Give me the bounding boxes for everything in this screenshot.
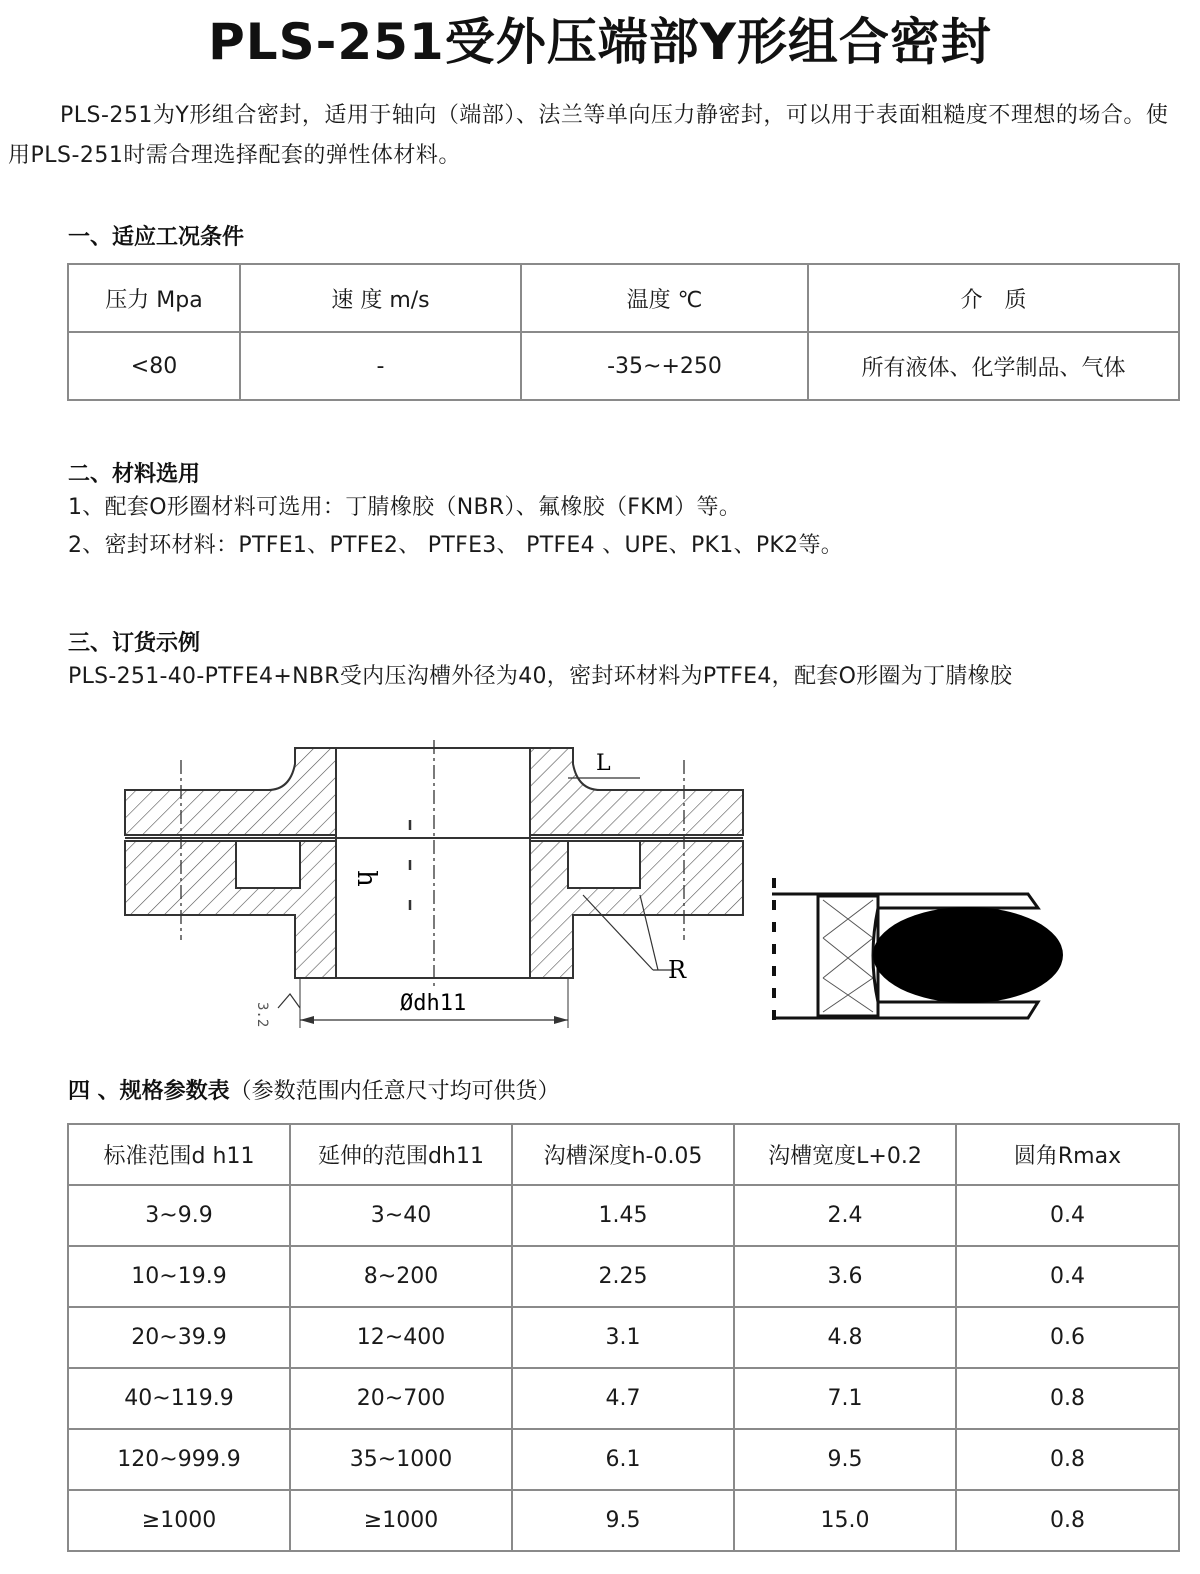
table-cell: <80	[68, 332, 240, 400]
table-cell: 0.8	[956, 1368, 1179, 1429]
table-cell: 9.5	[512, 1490, 734, 1551]
table-cell: -35~+250	[521, 332, 808, 400]
seal-groove	[236, 841, 300, 888]
table-cell: -	[240, 332, 521, 400]
table-cell: 7.1	[734, 1368, 956, 1429]
section-heading-specifications	[68, 1074, 560, 1105]
table-cell: 20~700	[290, 1368, 512, 1429]
bore	[336, 748, 530, 978]
table-header-cell: 介 质	[808, 264, 1179, 332]
table-cell: 10~19.9	[68, 1246, 290, 1307]
section-heading-conditions: 一、适应工况条件	[68, 225, 245, 250]
table-cell: 3.1	[512, 1307, 734, 1368]
table-cell: 0.8	[956, 1429, 1179, 1490]
table-cell: 所有液体、化学制品、气体	[808, 332, 1179, 400]
table-cell: 3~40	[290, 1185, 512, 1246]
table-cell: ≥1000	[68, 1490, 290, 1551]
table-row	[68, 1185, 1179, 1246]
table-cell: 1.45	[512, 1185, 734, 1246]
table-header-cell: 沟槽宽度L+0.2	[734, 1124, 956, 1185]
table-row	[68, 1246, 1179, 1307]
table-header-cell: 圆角Rmax	[956, 1124, 1179, 1185]
table-cell: 40~119.9	[68, 1368, 290, 1429]
table-cell: 35~1000	[290, 1429, 512, 1490]
roughness-label: 3.2	[254, 1002, 270, 1028]
table-header-cell: 速 度 m/s	[240, 264, 521, 332]
upper-flange	[530, 748, 743, 835]
dimension-label-L: L	[596, 751, 611, 776]
dimension-label-diameter: Ødh11	[400, 991, 467, 1016]
ordering-example: PLS-251-40-PTFE4+NBR受内压沟槽外径为40，密封环材料为PTFE4，配套O形圈为丁腈橡胶	[68, 664, 1013, 689]
dimension-label-R: R	[668, 956, 687, 984]
table-cell: 3~9.9	[68, 1185, 290, 1246]
flange-section-drawing	[118, 740, 758, 1040]
table-cell: 2.4	[734, 1185, 956, 1246]
materials-line: 2、密封环材料：PTFE1、PTFE2、 PTFE3、 PTFE4 、UPE、PK1、PK2等。	[68, 533, 844, 558]
table-cell: 8~200	[290, 1246, 512, 1307]
section-heading-text: 四 、规格参数表	[68, 1079, 230, 1104]
table-row	[68, 1368, 1179, 1429]
table-cell: 3.6	[734, 1246, 956, 1307]
table-header-row	[68, 264, 1179, 332]
table-header-cell: 延伸的范围dh11	[290, 1124, 512, 1185]
page-title: PLS-251受外压端部Y形组合密封	[208, 13, 992, 71]
table-header-cell: 温度 ℃	[521, 264, 808, 332]
seal-profile-drawing	[768, 868, 1078, 1038]
table-cell: 4.7	[512, 1368, 734, 1429]
upper-flange	[125, 748, 336, 835]
dimension-label-h: h	[351, 870, 381, 887]
table-cell: 0.4	[956, 1185, 1179, 1246]
table-cell: 9.5	[734, 1429, 956, 1490]
section-heading-materials: 二、材料选用	[68, 462, 201, 487]
table-header-cell: 沟槽深度h-0.05	[512, 1124, 734, 1185]
table-cell: 0.8	[956, 1490, 1179, 1551]
conditions-table	[67, 263, 1180, 401]
table-cell: 120~999.9	[68, 1429, 290, 1490]
table-header-row	[68, 1124, 1179, 1185]
table-cell: 0.4	[956, 1246, 1179, 1307]
table-cell: 15.0	[734, 1490, 956, 1551]
table-header-cell: 压力 Mpa	[68, 264, 240, 332]
table-cell: 0.6	[956, 1307, 1179, 1368]
table-row	[68, 1429, 1179, 1490]
materials-line: 1、配套O形圈材料可选用：丁腈橡胶（NBR）、氟橡胶（FKM）等。	[68, 495, 742, 520]
table-cell: 4.8	[734, 1307, 956, 1368]
table-header-cell: 标准范围d h11	[68, 1124, 290, 1185]
table-row	[68, 1490, 1179, 1551]
intro-paragraph: PLS-251为Y形组合密封，适用于轴向（端部）、法兰等单向压力静密封，可以用于表面粗糙度不理想的场合。使用PLS-251时需合理选择配套的弹性体材料。	[8, 103, 1169, 168]
table-cell: ≥1000	[290, 1490, 512, 1551]
section-heading-ordering: 三、订货示例	[68, 631, 201, 656]
table-row	[68, 332, 1179, 400]
table-row	[68, 1307, 1179, 1368]
lower-flange	[125, 841, 336, 978]
table-cell: 20~39.9	[68, 1307, 290, 1368]
table-cell: 6.1	[512, 1429, 734, 1490]
seal-groove	[568, 841, 640, 888]
table-cell: 12~400	[290, 1307, 512, 1368]
specification-table	[67, 1123, 1180, 1552]
o-ring	[873, 907, 1063, 1003]
section-heading-note: （参数范围内任意尺寸均可供货）	[229, 1079, 560, 1104]
table-cell: 2.25	[512, 1246, 734, 1307]
